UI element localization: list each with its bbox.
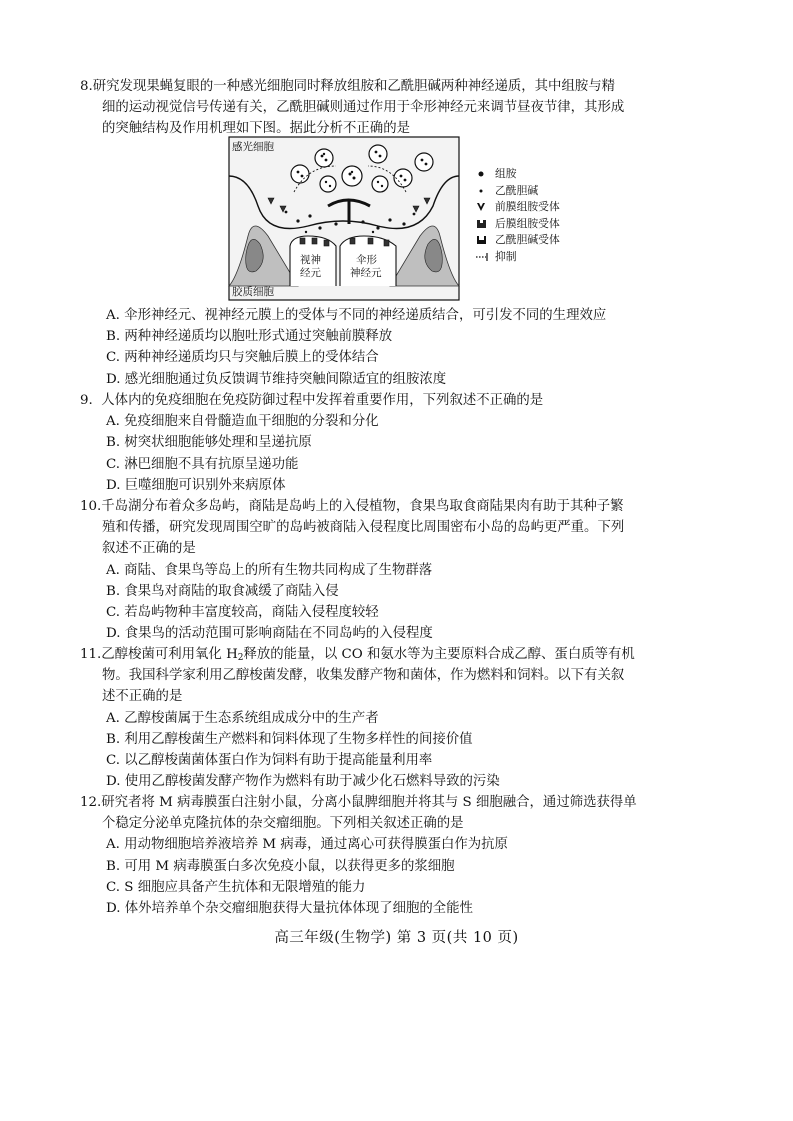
question-12 — [80, 792, 720, 919]
question-stem: 个稳定分泌单克隆抗体的杂交瘤细胞。下列相关叙述正确的是 — [102, 816, 464, 832]
option-d[interactable]: D. 巨噬细胞可识别外来病原体 — [106, 477, 286, 493]
figure-label-umbrella-neuron: 伞形 — [356, 254, 377, 266]
legend-item: 抑制 — [475, 249, 575, 266]
subscript: 2 — [237, 653, 244, 663]
page-footer: 高三年级(生物学) 第 3 页(共 10 页) — [274, 930, 519, 946]
question-stem: 研究者将 M 病毒膜蛋白注射小鼠，分离小鼠脾细胞并将其与 S 细胞融合，通过筛选获得单 — [101, 795, 637, 810]
option-b[interactable]: B. 食果鸟对商陆的取食减缓了商陆入侵 — [106, 583, 339, 599]
dot-icon — [475, 168, 491, 180]
figure-label-photoreceptor: 感光细胞 — [232, 141, 274, 153]
question-stem: 千岛湖分布着众多岛屿，商陆是岛屿上的入侵植物，食果鸟取食商陆果肉有助于其种子繁 — [101, 499, 624, 514]
question-stem: 细的运动视觉信号传递有关，乙酰胆碱则通过作用于伞形神经元来调节昼夜节律，其形成 — [102, 100, 625, 116]
option-b[interactable]: B. 树突状细胞能够处理和呈递抗原 — [106, 435, 312, 451]
figure-label-optic-neuron: 视神 — [300, 254, 321, 266]
option-a[interactable]: A. 商陆、食果鸟等岛上的所有生物共同构成了生物群落 — [106, 562, 433, 578]
legend-item: 乙酰胆碱 — [475, 183, 575, 200]
option-d[interactable]: D. 使用乙醇梭菌发酵产物作为燃料有助于减少化石燃料导致的污染 — [106, 774, 500, 790]
synapse-figure — [228, 136, 568, 304]
ach-receptor-icon — [475, 234, 491, 246]
option-a[interactable]: A. 用动物细胞培养液培养 M 病毒，通过离心可获得膜蛋白作为抗原 — [106, 837, 508, 853]
option-b[interactable]: B. 利用乙醇梭菌生产燃料和饲料体现了生物多样性的间接价值 — [106, 731, 473, 747]
legend-item: 组胺 — [475, 166, 575, 183]
question-8-options — [80, 305, 720, 390]
question-11 — [80, 644, 720, 792]
option-c[interactable]: C. S 细胞应具备产生抗体和无限增殖的能力 — [106, 879, 366, 895]
question-stem: 殖和传播，研究发现周围空旷的岛屿被商陆入侵程度比周围密布小岛的岛屿更严重。下列 — [102, 520, 625, 536]
dotted-arrow-icon — [475, 251, 491, 263]
question-10 — [80, 496, 720, 644]
small-dot-icon — [475, 185, 491, 197]
question-number: 9. — [80, 393, 93, 408]
option-b[interactable]: B. 两种神经递质均以胞吐形式通过突触前膜释放 — [106, 329, 393, 345]
option-d[interactable]: D. 食果鸟的活动范围可影响商陆在不同岛屿的入侵程度 — [106, 626, 433, 642]
option-d[interactable]: D. 感光细胞通过负反馈调节维持突触间隙适宜的组胺浓度 — [106, 371, 447, 387]
question-stem: 研究发现果蝇复眼的一种感光细胞同时释放组胺和乙酰胆碱两种神经递质，其中组胺与精 — [92, 79, 616, 94]
question-number: 11. — [80, 647, 102, 662]
question-stem: 人体内的免疫细胞在免疫防御过程中发挥着重要作用，下列叙述不正确的是 — [101, 393, 544, 408]
question-number: 8. — [80, 79, 93, 94]
question-number: 10. — [80, 499, 102, 514]
synapse-diagram — [228, 136, 460, 301]
option-a[interactable]: A. 乙醇梭菌属于生态系统组成成分中的生产者 — [106, 710, 379, 726]
option-a[interactable]: A. 免疫细胞来自骨髓造血干细胞的分裂和分化 — [106, 414, 379, 430]
question-stem: 释放的能量，以 CO 和氨水等为主要原料合成乙醇、蛋白质等有机 — [243, 647, 635, 662]
legend-item: 乙酰胆碱受体 — [475, 232, 575, 249]
option-d[interactable]: D. 体外培养单个杂交瘤细胞获得大量抗体体现了细胞的全能性 — [106, 901, 473, 917]
question-number: 12. — [80, 795, 102, 810]
option-c[interactable]: C. 两种神经递质均只与突触后膜上的受体结合 — [106, 350, 379, 366]
figure-legend — [475, 166, 575, 265]
question-9 — [80, 390, 720, 496]
option-c[interactable]: C. 淋巴细胞不具有抗原呈递功能 — [106, 456, 299, 472]
figure-label-optic-neuron: 经元 — [300, 267, 321, 279]
option-c[interactable]: C. 以乙醇梭菌菌体蛋白作为饲料有助于提高能量利用率 — [106, 753, 433, 769]
option-b[interactable]: B. 可用 M 病毒膜蛋白多次免疫小鼠，以获得更多的浆细胞 — [106, 858, 455, 874]
question-stem: 述不正确的是 — [102, 689, 183, 705]
option-c[interactable]: C. 若岛屿物种丰富度较高，商陆入侵程度较轻 — [106, 605, 379, 621]
option-a[interactable]: A. 伞形神经元、视神经元膜上的受体与不同的神经递质结合，可引发不同的生理效应 — [106, 308, 607, 323]
question-stem: 叙述不正确的是 — [102, 541, 196, 557]
postsynaptic-receptor-icon — [475, 218, 491, 230]
question-stem: 物。我国科学家利用乙醇梭菌发酵，收集发酵产物和菌体，作为燃料和饲料。以下有关叙 — [102, 668, 625, 684]
figure-label-glia: 胶质细胞 — [232, 286, 274, 298]
figure-label-umbrella-neuron: 神经元 — [350, 267, 382, 279]
question-8 — [80, 76, 720, 140]
question-stem: 乙醇梭菌可利用氧化 H — [101, 647, 238, 662]
legend-item: 后膜组胺受体 — [475, 216, 575, 233]
legend-item: 前膜组胺受体 — [475, 199, 575, 216]
question-stem: 的突触结构及作用机理如下图。据此分析不正确的是 — [102, 121, 410, 137]
presynaptic-receptor-icon — [475, 201, 491, 213]
